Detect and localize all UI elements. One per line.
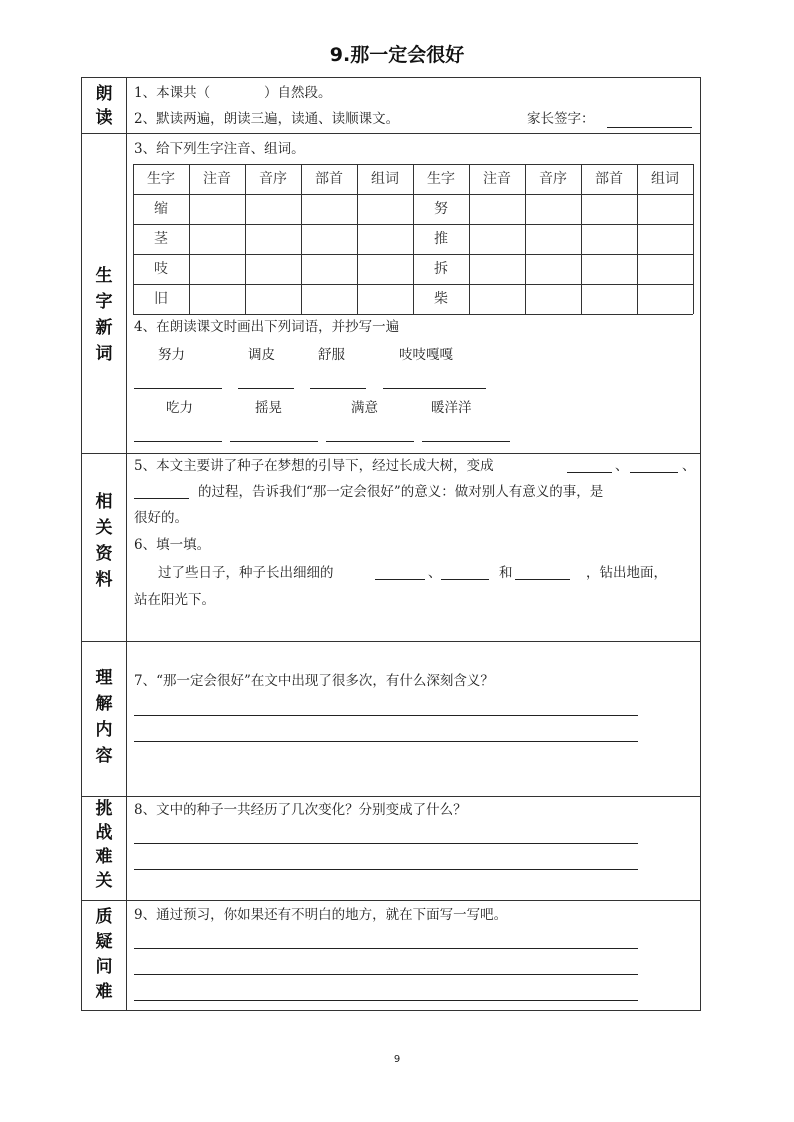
table-char: 努 bbox=[434, 201, 448, 217]
q7-answer-line[interactable] bbox=[134, 741, 638, 742]
q4-answer-blank[interactable] bbox=[422, 441, 510, 442]
table-header: 部首 bbox=[315, 171, 343, 187]
q7-text: 7、“那一定会很好”在文中出现了很多次，有什么深刻含义？ bbox=[134, 673, 494, 689]
q1-text-a: 1、本课共（ bbox=[134, 85, 211, 101]
q6-text-b: ，钻出地面， bbox=[586, 565, 667, 581]
q6-text: 6、填一填。 bbox=[134, 537, 211, 553]
q6-text-c: 站在阳光下。 bbox=[134, 592, 215, 608]
q5-text-b: 的过程，告诉我们“那一定会很好”的意义：做对别人有意义的事，是 bbox=[198, 484, 604, 500]
q4-answer-blank[interactable] bbox=[230, 441, 318, 442]
q9-text: 9、通过预习，你如果还有不明白的地方，就在下面写一写吧。 bbox=[134, 907, 508, 923]
section-label-zhiyi: 质 疑 问 难 bbox=[95, 907, 113, 1002]
table-header: 生字 bbox=[147, 171, 175, 187]
q4-word: 吱吱嘎嘎 bbox=[399, 347, 453, 363]
q5-answer-blank[interactable] bbox=[134, 498, 189, 499]
table-char: 拆 bbox=[434, 261, 448, 277]
table-char: 吱 bbox=[154, 261, 168, 277]
q4-answer-blank[interactable] bbox=[383, 388, 486, 389]
q7-answer-line[interactable] bbox=[134, 715, 638, 716]
table-header: 音序 bbox=[539, 171, 567, 187]
section-label-tiaozhan: 挑 战 难 关 bbox=[95, 799, 113, 891]
table-char: 推 bbox=[434, 231, 448, 247]
q1-text-b: ）自然段。 bbox=[264, 85, 332, 101]
q2-text: 2、默读两遍，朗读三遍，读通、读顺课文。 bbox=[134, 111, 400, 127]
q4-word: 吃力 bbox=[166, 400, 193, 416]
table-char: 旧 bbox=[154, 291, 168, 307]
table-header: 组词 bbox=[651, 171, 679, 187]
q5-answer-blank[interactable] bbox=[630, 472, 678, 473]
q4-text: 4、在朗读课文时画出下列词语，并抄写一遍 bbox=[134, 319, 400, 335]
q6-answer-blank[interactable] bbox=[441, 579, 489, 580]
q4-answer-blank[interactable] bbox=[134, 441, 222, 442]
q6-answer-blank[interactable] bbox=[375, 579, 425, 580]
table-char: 茎 bbox=[154, 231, 168, 247]
q4-word: 调皮 bbox=[248, 347, 275, 363]
section-label-lijie: 理 解 内 容 bbox=[95, 668, 113, 766]
q9-answer-line[interactable] bbox=[134, 1000, 638, 1001]
q4-word: 暖洋洋 bbox=[431, 400, 472, 416]
q4-answer-blank[interactable] bbox=[310, 388, 366, 389]
q9-answer-line[interactable] bbox=[134, 948, 638, 949]
q8-text: 8、文中的种子一共经历了几次变化？分别变成了什么？ bbox=[134, 802, 467, 818]
q4-answer-blank[interactable] bbox=[326, 441, 414, 442]
table-header: 注音 bbox=[483, 171, 511, 187]
table-header: 注音 bbox=[203, 171, 231, 187]
q4-word: 舒服 bbox=[318, 347, 345, 363]
parent-sign-field[interactable] bbox=[607, 127, 692, 128]
q8-answer-line[interactable] bbox=[134, 869, 638, 870]
q5-answer-blank[interactable] bbox=[567, 472, 612, 473]
q4-answer-blank[interactable] bbox=[134, 388, 222, 389]
page-title: 9.那一定会很好 bbox=[329, 44, 465, 66]
q8-answer-line[interactable] bbox=[134, 843, 638, 844]
table-char: 缩 bbox=[154, 201, 168, 217]
page-number: 9 bbox=[393, 1054, 401, 1065]
q4-word: 摇晃 bbox=[255, 400, 282, 416]
table-header: 部首 bbox=[595, 171, 623, 187]
q9-answer-line[interactable] bbox=[134, 974, 638, 975]
section-label-shengzi: 生 字 新 词 bbox=[95, 266, 113, 364]
q6-sep: 、 bbox=[428, 565, 442, 581]
q5-sep: 、 bbox=[615, 458, 629, 474]
q6-text-a: 过了些日子，种子长出细细的 bbox=[158, 565, 334, 581]
q5-sep: 、 bbox=[682, 458, 696, 474]
q5-text-a: 5、本文主要讲了种子在梦想的引导下，经过长成大树，变成 bbox=[134, 458, 494, 474]
parent-sign-label: 家长签字： bbox=[527, 111, 595, 127]
table-header: 生字 bbox=[427, 171, 455, 187]
table-header: 音序 bbox=[259, 171, 287, 187]
q4-word: 努力 bbox=[158, 347, 185, 363]
q6-and: 和 bbox=[499, 565, 513, 581]
table-header: 组词 bbox=[371, 171, 399, 187]
q5-text-c: 很好的。 bbox=[134, 510, 188, 526]
q6-answer-blank[interactable] bbox=[515, 579, 570, 580]
table-char: 柴 bbox=[434, 291, 448, 307]
section-label-langdu: 朗 读 bbox=[95, 84, 113, 128]
q4-answer-blank[interactable] bbox=[238, 388, 294, 389]
q4-word: 满意 bbox=[351, 400, 378, 416]
section-label-ziliao: 相 关 资 料 bbox=[95, 492, 113, 590]
q3-text: 3、给下列生字注音、组词。 bbox=[134, 141, 305, 157]
